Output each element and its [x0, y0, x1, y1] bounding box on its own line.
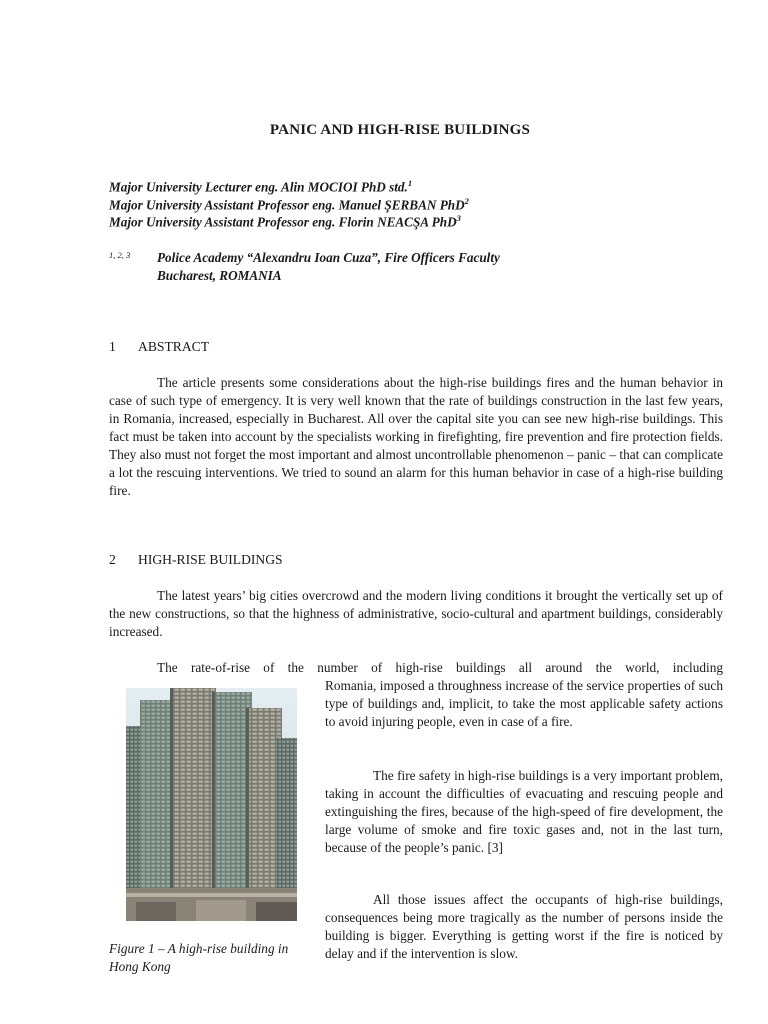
figure-image-high-rise-building [126, 688, 297, 921]
author-name: Major University Assistant Professor eng. Manuel ŞERBAN PhD [109, 197, 465, 213]
author-name: Major University Lecturer eng. Alin MOCIOI PhD std. [109, 179, 408, 195]
affiliation-line-2: Bucharest, ROMANIA [157, 268, 282, 283]
paper-title: PANIC AND HIGH-RISE BUILDINGS [269, 122, 531, 138]
body-paragraph-continued: Romania, imposed a throughness increase of the service properties of such type of buildings and, implicit, to take the most applicable safety actions to avoid injuring people, even in case of a fire. [325, 678, 723, 729]
body-paragraph-first-line: The rate-of-rise of the number of high-rise buildings all around the world, including [157, 660, 723, 675]
section-number: 2 [109, 552, 116, 567]
body-paragraph: The fire safety in high-rise buildings is a very important problem, taking in account the difficulties of evacuating and rescuing people and extinguishing the fires, because of the high-speed of fire development, the large volume of smoke and fire toxic gases and, not in the last turn, because of the people’s panic. [3] [325, 768, 723, 855]
body-paragraph: The latest years’ big cities overcrowd and the modern living conditions it brought the vertically set up of the new constructions, so that the highness of administrative, socio-cultural and apartment buildings, considerably increased. [109, 588, 723, 639]
body-paragraph: All those issues affect the occupants of high-rise buildings, consequences being more tragically as the number of persons inside the building is bigger. Everything is getting worst if the fire is noticed by delay and if the intervention is slow. [325, 892, 723, 961]
author-affiliation-marker: 3 [456, 213, 461, 223]
affiliation-markers: 1, 2, 3 [109, 250, 131, 260]
author-line-2 [109, 196, 469, 213]
author-affiliation-marker: 1 [407, 178, 413, 188]
section-number: 1 [109, 339, 116, 354]
author-line-3 [109, 213, 461, 230]
figure-caption: Figure 1 – A high-rise building in Hong Kong [109, 941, 289, 974]
abstract-paragraph: The article presents some considerations about the high-rise buildings fires and the human behavior in case of such type of emergency. It is very well known that the rate of buildings construction in the last few years, in Romania, increased, especially in Bucharest. All over the capital site you can see new high-rise buildings. This fact must be taken into account by the specialists working in firefighting, fire prevention and fire protection fields. They also must not forget the most important and almost uncontrollable phenomenon – panic – that can complicate a lot the rescuing interventions. We tried to sound an alarm for this human behavior in case of a high-rise building fire. [109, 375, 723, 498]
section-title: HIGH-RISE BUILDINGS [138, 552, 283, 567]
section-title: ABSTRACT [138, 339, 210, 354]
affiliation-line-1: Police Academy “Alexandru Ioan Cuza”, Fire Officers Faculty [157, 250, 500, 265]
author-line-1 [109, 178, 412, 195]
author-affiliation-marker: 2 [464, 196, 469, 206]
author-name: Major University Assistant Professor eng. Florin NEACŞA PhD [109, 214, 457, 230]
